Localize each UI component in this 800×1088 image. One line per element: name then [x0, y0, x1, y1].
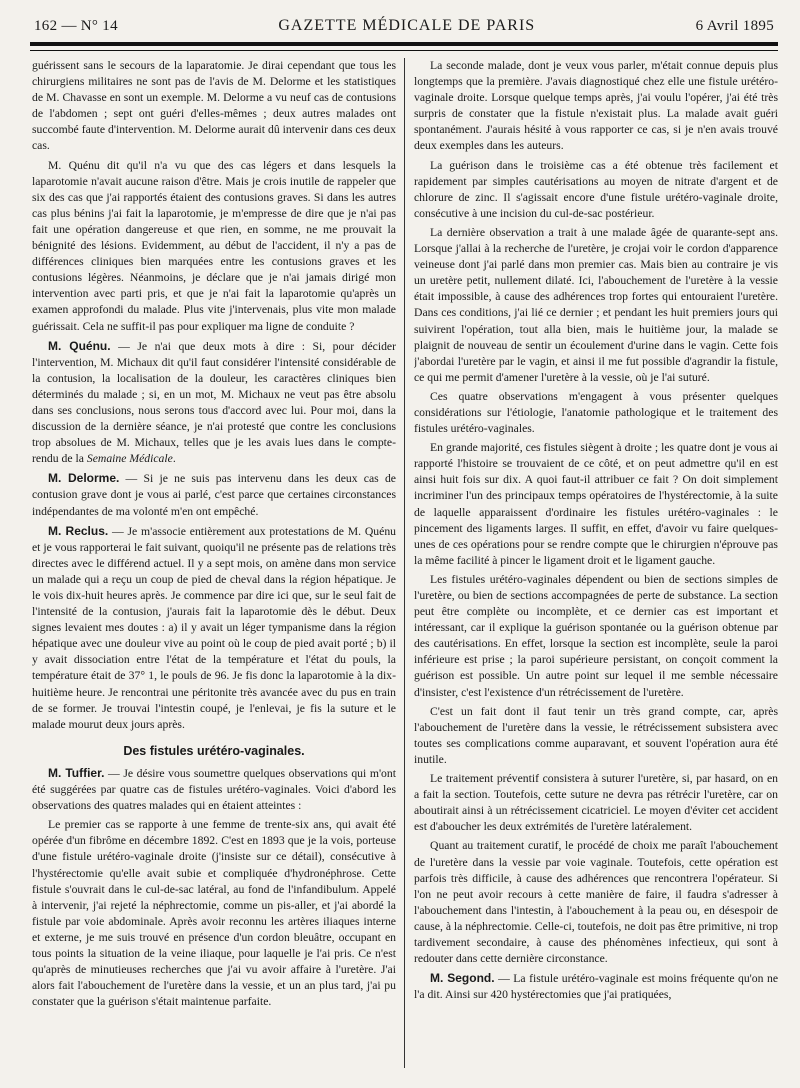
speaker-name: M. Delorme.: [48, 471, 120, 486]
paragraph: guérissent sans le secours de la laparatomie. Je dirai cependant que tous les chirurgiens militaires ne sont pas de l'avis de M. Delorme et les statistiques de M. Chavasse en sont un exemple. M. Delorme a vu neuf cas de contusions de l'abdomen ; sept ont guéri d'elles-mêmes ; deux autres malades ont succombé faute d'intervention. M. Delorme aurait dû intervenir dans ces deux cas.: [32, 59, 396, 153]
paragraph: Les fistules urétéro-vaginales dépendent ou bien de sections simples de l'uretère, ou bien de sections accompagnées de perte de substance. La section peut être complète ou incomplète, et ce dernier cas est important et intéressant, car il explique la guérison spontanée ou la guérison obtenue par des cautérisations. En effet, lorsque la section est incomplète, seule la paroi inférieure est prise ; la paroi supérieure persistant, on conçoit comment la guérison est possible. Un autre point sur lequel il me semble nécessaire d'insister, c'est l'existence d'un rétrécissement de l'uretère.: [414, 572, 778, 699]
paragraph: En grande majorité, ces fistules siègent à droite ; les quatre dont je vous ai rapporté l'histoire se trouvaient de ce côté, et on peut admettre qu'il en est ainsi huit fois sur dix. A quoi faut-il attribuer ce fait ? On doit simplement incriminer l'un des principaux temps opératoires de l'hystérectomie, à la suite de laquelle apparaissent d'ordinaire les fistules urétéro-vaginales : le pincement des ligaments larges. Il suffit, en effet, d'avoir vu faire quelques-unes de ces opérations pour se rendre compte que le chirurgien n'éprouve pas la même facilité à pincer le ligament droit et le ligament gauche.: [414, 441, 778, 567]
speaker-name: M. Quénu.: [48, 338, 111, 353]
right-column: [414, 58, 778, 1078]
speaker-name: M. Segond.: [430, 971, 495, 986]
speaker-name: M. Tuffier.: [48, 765, 105, 780]
left-column: [32, 58, 396, 1078]
paragraph: M. Quénu. — Je n'ai que deux mots à dire : Si, pour décider l'intervention, M. Michaux dit qu'il faut considérer l'intensité considérable de la contusion, la localisation de la douleur, les caractères cliniques bien déterminés du malade ; si, en un mot, M. Michaux ne veut pas être absolu dans ses conclusions, nous serons tous d'accord avec lui. Pour moi, dans la discussion de la dernière séance, je n'ai protesté que contre les conclusions trop absolues de M. Michaux, telles que je les avais lues dans le compte-rendu de la Semaine Médicale.: [32, 338, 396, 466]
paragraph: M. Delorme. — Si je ne suis pas intervenu dans les deux cas de contusion grave dont je vous ai parlé, c'est parce que certaines circonstances indépendantes de ma volonté m'en ont empêché.: [32, 471, 396, 518]
column-divider: [404, 58, 405, 1068]
paragraph: M. Quénu dit qu'il n'a vu que des cas légers et dans lesquels la laparotomie n'avait aucune raison d'être. Mais je crois inutile de rappeler que six des cas que j'ai rapportés étaient des contusions graves. Si dans les autres cas plus bénins j'ai fait la laparotomie, je m'empresse de dire que je n'ai pas fait une opération dangereuse et que rien, en somme, ne me prouvait la bénignité des lésions. Evidemment, au début de l'accident, il n'y a pas de différences cliniques bien marquées entre les contusions graves et les contusions légères. Néanmoins, je déclare que je n'ai jamais dirigé mon intervention avec parti pris, et que je n'ai fait la laparotomie qu'après un examen approfondi du malade. Plus vite j'intervenais, plus vite mon malade guérissait. Cela ne suffit-il pas pour expliquer ma ligne de conduite ?: [32, 158, 396, 333]
paragraph: M. Segond. — La fistule urétéro-vaginale est moins fréquente qu'on ne l'a dit. Ainsi sur 420 hystérectomies que j'ai pratiquées,: [414, 971, 778, 1002]
paragraph: M. Tuffier. — Je désire vous soumettre quelques observations qui m'ont été suggérées par quatre cas de fistules urétéro-vaginales. Voici d'abord les observations des quatres malades qui en étaient atteintes :: [32, 765, 396, 813]
paragraph: Quant au traitement curatif, le procédé de choix me paraît l'abouchement de l'uretère dans la vessie par voie vaginale. Toutefois, cette opération est parfois très difficile, à cause des adhérences que rencontrera l'opérateur. Si l'on ne peut avoir recours à cette manière de faire, il faudra s'adresser à l'abouchement dans l'intestin, à l'abouchement à la peau ou, en désespoir de cause, à la néphrectomie. Celle-ci, toutefois, ne doit pas être primitive, ni trop tardivement secondaire, à cause des phénomènes infectieux, qui sont à redouter dans cette dernière circonstance.: [414, 839, 778, 966]
paragraph: C'est un fait dont il faut tenir un très grand compte, car, après l'abouchement de l'uretère dans la vessie, le rétrécissement subsistera avec toutes ses complications comme auparavant, et souvent l'opération aura été inutile.: [414, 704, 778, 766]
journal-title: GAZETTE MÉDICALE DE PARIS: [278, 17, 536, 34]
header-rule-thin: [30, 50, 778, 51]
speaker-name: M. Reclus.: [48, 523, 109, 538]
paragraph: La seconde malade, dont je veux vous parler, m'était connue depuis plus longtemps que la première. J'avais diagnostiqué chez elle une fistule urétéro-vaginale droite. Lorsque quelque temps après, j'ai voulu l'opérer, j'ai été très surpris de constater que la fistule n'existait plus. La malade avait guéri spontanément. J'aurais hésité à vous rapporter ce cas, si je n'en avais trouvé deux exemples dans les auteurs.: [414, 59, 778, 153]
page-number: 162 — N° 14: [34, 17, 118, 34]
paragraph: Ces quatre observations m'engagent à vous présenter quelques considérations sur l'étiologie, l'anatomie pathologique et le traitement des fistules urétéro-vaginales.: [414, 389, 778, 436]
paragraph: La guérison dans le troisième cas a été obtenue très facilement et rapidement par simples cautérisations au moyen de nitrate d'argent et de chlorure de zinc. Il s'agissait encore d'une fistule urétéro-vaginale droite, consécutive à une incision du cul-de-sac postérieur.: [414, 158, 778, 220]
paragraph: Le premier cas se rapporte à une femme de trente-six ans, qui avait été opérée d'un fibrôme en décembre 1892. C'est en 1893 que je la vois, porteuse d'une fistule urétéro-vaginale droite (j'insiste sur ce détail), consécutive à l'hystérectomie qu'elle avait subie et compliquée d'hydronéphrose. Cette fistule s'ouvrait dans le cul-de-sac latéral, au fond de l'infandibulum. Appelé à intervenir, j'ai rejeté la néphrectomie, comme un pis-aller, et j'ai abordé la fistule par voie abdominale. Après avoir reconnu les artères iliaques interne et externe, je me suis trouvé en présence d'un cordon bleuâtre, occupant en tous points la situation de la veine iliaque, pour laquelle je l'ai pris. Ce n'est qu'après de minutieuses recherches que j'ai vu avoir affaire à l'uretère. J'ai alors fait l'abouchement de l'uretère dans la vessie, et un an plus tard, j'ai pu constater que la guérison s'était maintenue parfaite.: [32, 818, 396, 1009]
paragraph: M. Reclus. — Je m'associe entièrement aux protestations de M. Quénu et je vous rapporterai le fait suivant, quoiqu'il ne présente pas de relations très directes avec le différend actuel. Il y a sept mois, on amène dans mon service un malade qui a reçu un coup de pied de cheval dans la région hépatique. Je le vois dix-huit heures après. Je commence par dire ici que, sur le seul fait de l'intensité de la contusion, j'aurais fait la laparotomie dès le début. Deux signes levaient mes doutes : a) il y avait un léger tympanisme dans la région hépatique avec une douleur vive au point où le coup de pied avait porté ; b) il y avait dissociation entre l'état de la température et l'état du pouls, la température était de 37° 1, le pouls de 96. Je fis donc la laparotomie à la dix-huitième heure. Je rencontrai une péritonite très avancée avec du pus en train de se former. Je trouvai l'intestin coupé, je l'enlevai, je fis la suture et le malade mourut deux jours après.: [32, 523, 396, 731]
issue-date: 6 Avril 1895: [695, 17, 774, 34]
page-header: [34, 14, 774, 38]
paragraph: Le traitement préventif consistera à suturer l'uretère, si, par hasard, on en a fait la section. Toutefois, cette suture ne devra pas rétrécir l'uretère, car on aboutirait ainsi à un rétrécissement cicatriciel. Le moyen d'éviter cet accident est d'aboucher les deux extrémités de l'uretère latéralement.: [414, 772, 778, 834]
section-title: Des fistules urétéro-vaginales.: [123, 743, 305, 758]
paragraph: La dernière observation a trait à une malade âgée de quarante-sept ans. Lorsque j'allai à la recherche de l'uretère, je crojai voir le cordon d'apparence veineuse dont j'ai parlé dans mon premier cas. Mais bien au contraire je vis un uretère petit, nullement dilaté. Ici, l'abouchement de l'uretère à la vessie était impossible, à cause des adhérences trop fortes qui entouraient l'uretère. Dans ces conditions, j'ai lié ce dernier ; et pendant les huit premiers jours qui suivirent l'opération, tout alla bien, mais le huitième jour, la malade se plaignit de nouveau de sentir un écoulement d'urine dans le vagin. Cette fois j'abordai l'uretère par le vagin, et ainsi il me fut possible d'agrandir la fistule, ce qui me permit d'amener l'uretère à la vessie, où je l'ai suturé.: [414, 225, 778, 384]
header-rule-thick: [30, 42, 778, 46]
